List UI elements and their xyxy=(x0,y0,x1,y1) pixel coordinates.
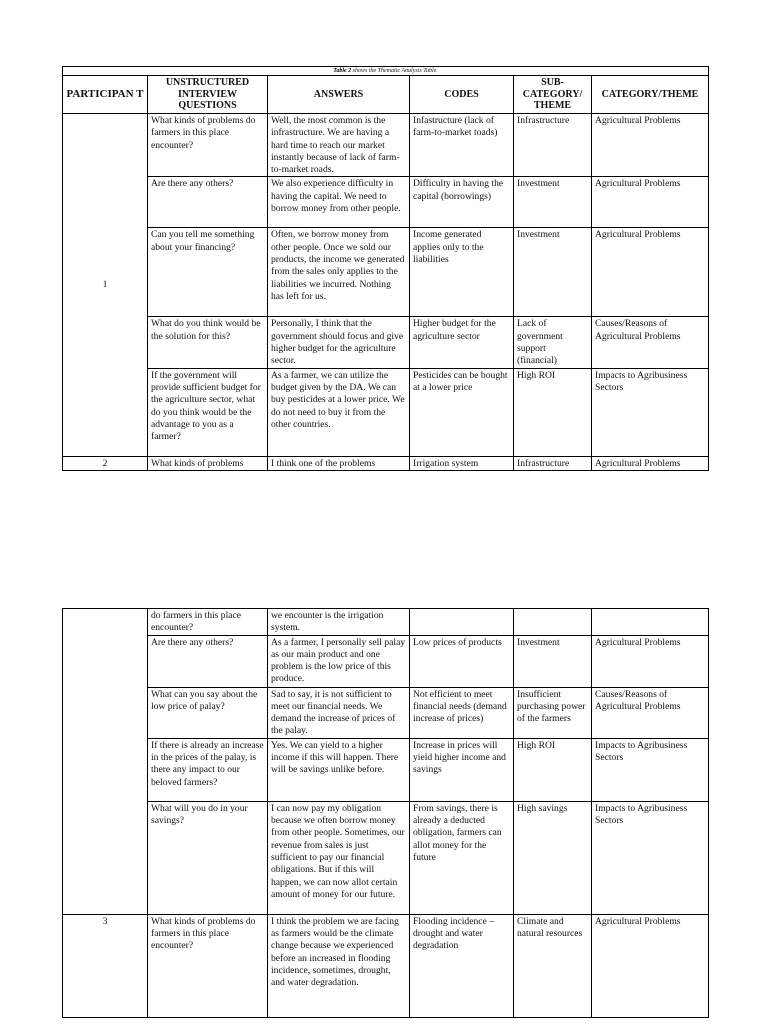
answer-cell: As a farmer, I personally sell palay as our main product and one problem is the low price of this produce. xyxy=(268,635,410,687)
subcategory-cell: Infrastructure xyxy=(514,114,592,177)
answer-cell: I think one of the problems xyxy=(268,456,410,470)
header-participant: PARTICIPAN T xyxy=(63,76,148,114)
code-cell xyxy=(410,609,514,636)
table-row xyxy=(63,368,709,456)
caption-row xyxy=(63,67,709,76)
table-page-1 xyxy=(62,66,708,471)
answer-cell: I think the problem we are facing as farmers would be the climate change because we experienced before an increased in flooding incidence, sometimes, drought, and water degradation. xyxy=(268,914,410,1017)
category-cell: Agricultural Problems xyxy=(592,456,709,470)
subcategory-cell: Investment xyxy=(514,228,592,317)
table-row xyxy=(63,228,709,317)
header-category: CATEGORY/THEME xyxy=(592,76,709,114)
code-cell: Increase in prices will yield higher income and savings xyxy=(410,738,514,801)
answer-cell: I can now pay my obligation because we often borrow money from other people. Sometimes, our revenue from sales is just sufficient to pay our financial obligations. But if this will happen, we can now allot certain amount of money for our future. xyxy=(268,801,410,914)
subcategory-cell: High ROI xyxy=(514,738,592,801)
question-cell: Are there any others? xyxy=(148,635,268,687)
participant-number: 3 xyxy=(63,914,148,1017)
question-cell: What do you think would be the solution for this? xyxy=(148,317,268,368)
table-row xyxy=(63,177,709,228)
table-row xyxy=(63,114,709,177)
code-cell: Not efficient to meet financial needs (demand increase of prices) xyxy=(410,687,514,738)
question-cell: If there is already an increase in the prices of the palay, is there any impact to our beloved farmers? xyxy=(148,738,268,801)
table-row xyxy=(63,738,709,801)
header-subcategory: SUB-CATEGORY/ THEME xyxy=(514,76,592,114)
category-cell xyxy=(592,609,709,636)
answer-cell: We also experience difficulty in having the capital. We need to borrow money from other people. xyxy=(268,177,410,228)
participant-number: 2 xyxy=(63,456,148,470)
subcategory-cell: Investment xyxy=(514,635,592,687)
table-page-2 xyxy=(62,608,708,1018)
participant-number: 1 xyxy=(63,114,148,457)
question-cell: What will you do in your savings? xyxy=(148,801,268,914)
answer-cell: we encounter is the irrigation system. xyxy=(268,609,410,636)
category-cell: Causes/Reasons of Agricultural Problems xyxy=(592,317,709,368)
category-cell: Causes/Reasons of Agricultural Problems xyxy=(592,687,709,738)
code-cell: From savings, there is already a deducted obligation, farmers can allot money for the future xyxy=(410,801,514,914)
answer-cell: As a farmer, we can utilize the budget given by the DA. We can buy pesticides at a lower price. We do not need to buy it from the other countries. xyxy=(268,368,410,456)
header-codes: CODES xyxy=(410,76,514,114)
code-cell: Low prices of products xyxy=(410,635,514,687)
subcategory-cell: Insufficient purchasing power of the farmers xyxy=(514,687,592,738)
subcategory-cell: Lack of government support (financial) xyxy=(514,317,592,368)
subcategory-cell: Infrastructure xyxy=(514,456,592,470)
question-cell: What kinds of problems do farmers in this place encounter? xyxy=(148,114,268,177)
category-cell: Impacts to Agribusiness Sectors xyxy=(592,738,709,801)
table-row xyxy=(63,687,709,738)
question-cell: Are there any others? xyxy=(148,177,268,228)
question-cell: Can you tell me something about your financing? xyxy=(148,228,268,317)
table-row xyxy=(63,635,709,687)
subcategory-cell: High ROI xyxy=(514,368,592,456)
subcategory-cell: Investment xyxy=(514,177,592,228)
category-cell: Agricultural Problems xyxy=(592,114,709,177)
category-cell: Impacts to Agribusiness Sectors xyxy=(592,801,709,914)
answer-cell: Sad to say, it is not sufficient to meet our financial needs. We demand the increase of prices of the palay. xyxy=(268,687,410,738)
header-answers: ANSWERS xyxy=(268,76,410,114)
code-cell: Income generated applies only to the liabilities xyxy=(410,228,514,317)
table-row xyxy=(63,801,709,914)
answer-cell: Personally, I think that the government should focus and give higher budget for the agriculture sector. xyxy=(268,317,410,368)
question-cell: If the government will provide sufficient budget for the agriculture sector, what do you think would be the advantage to you as a farmer? xyxy=(148,368,268,456)
question-cell: What kinds of problems do farmers in this place encounter? xyxy=(148,914,268,1017)
table-row xyxy=(63,456,709,470)
caption-label: Table 2 xyxy=(333,68,352,74)
code-cell: Infastructure (lack of farm-to-market toads) xyxy=(410,114,514,177)
thematic-analysis-table-continued xyxy=(62,608,709,1018)
table-row xyxy=(63,914,709,1017)
category-cell: Impacts to Agribusiness Sectors xyxy=(592,368,709,456)
header-questions: UNSTRUCTURED INTERVIEW QUESTIONS xyxy=(148,76,268,114)
category-cell: Agricultural Problems xyxy=(592,914,709,1017)
subcategory-cell: Climate and natural resources xyxy=(514,914,592,1017)
question-cell: do farmers in this place encounter? xyxy=(148,609,268,636)
code-cell: Difficulty in having the capital (borrowings) xyxy=(410,177,514,228)
code-cell: Pesticides can be bought at a lower price xyxy=(410,368,514,456)
participant-number-continued xyxy=(63,609,148,915)
code-cell: Irrigation system xyxy=(410,456,514,470)
header-row xyxy=(63,76,709,114)
table-row xyxy=(63,317,709,368)
table-row xyxy=(63,609,709,636)
subcategory-cell: High savings xyxy=(514,801,592,914)
answer-cell: Yes. We can yield to a higher income if this will happen. There will be savings unlike before. xyxy=(268,738,410,801)
answer-cell: Often, we borrow money from other people. Once we sold our products, the income we generated from the sales only applies to the liabilities we incurred. Nothing has left for us. xyxy=(268,228,410,317)
caption-text: shows the Thematic Analysis Table. xyxy=(351,68,438,74)
category-cell: Agricultural Problems xyxy=(592,228,709,317)
question-cell: What can you say about the low price of palay? xyxy=(148,687,268,738)
answer-cell: Well, the most common is the infrastructure. We are having a hard time to reach our market instantly because of lack of farm-to-market roads. xyxy=(268,114,410,177)
category-cell: Agricultural Problems xyxy=(592,177,709,228)
table-caption xyxy=(63,67,709,76)
code-cell: Higher budget for the agriculture sector xyxy=(410,317,514,368)
category-cell: Agricultural Problems xyxy=(592,635,709,687)
thematic-analysis-table xyxy=(62,66,709,471)
question-cell: What kinds of problems xyxy=(148,456,268,470)
subcategory-cell xyxy=(514,609,592,636)
code-cell: Flooding incidence – drought and water degradation xyxy=(410,914,514,1017)
